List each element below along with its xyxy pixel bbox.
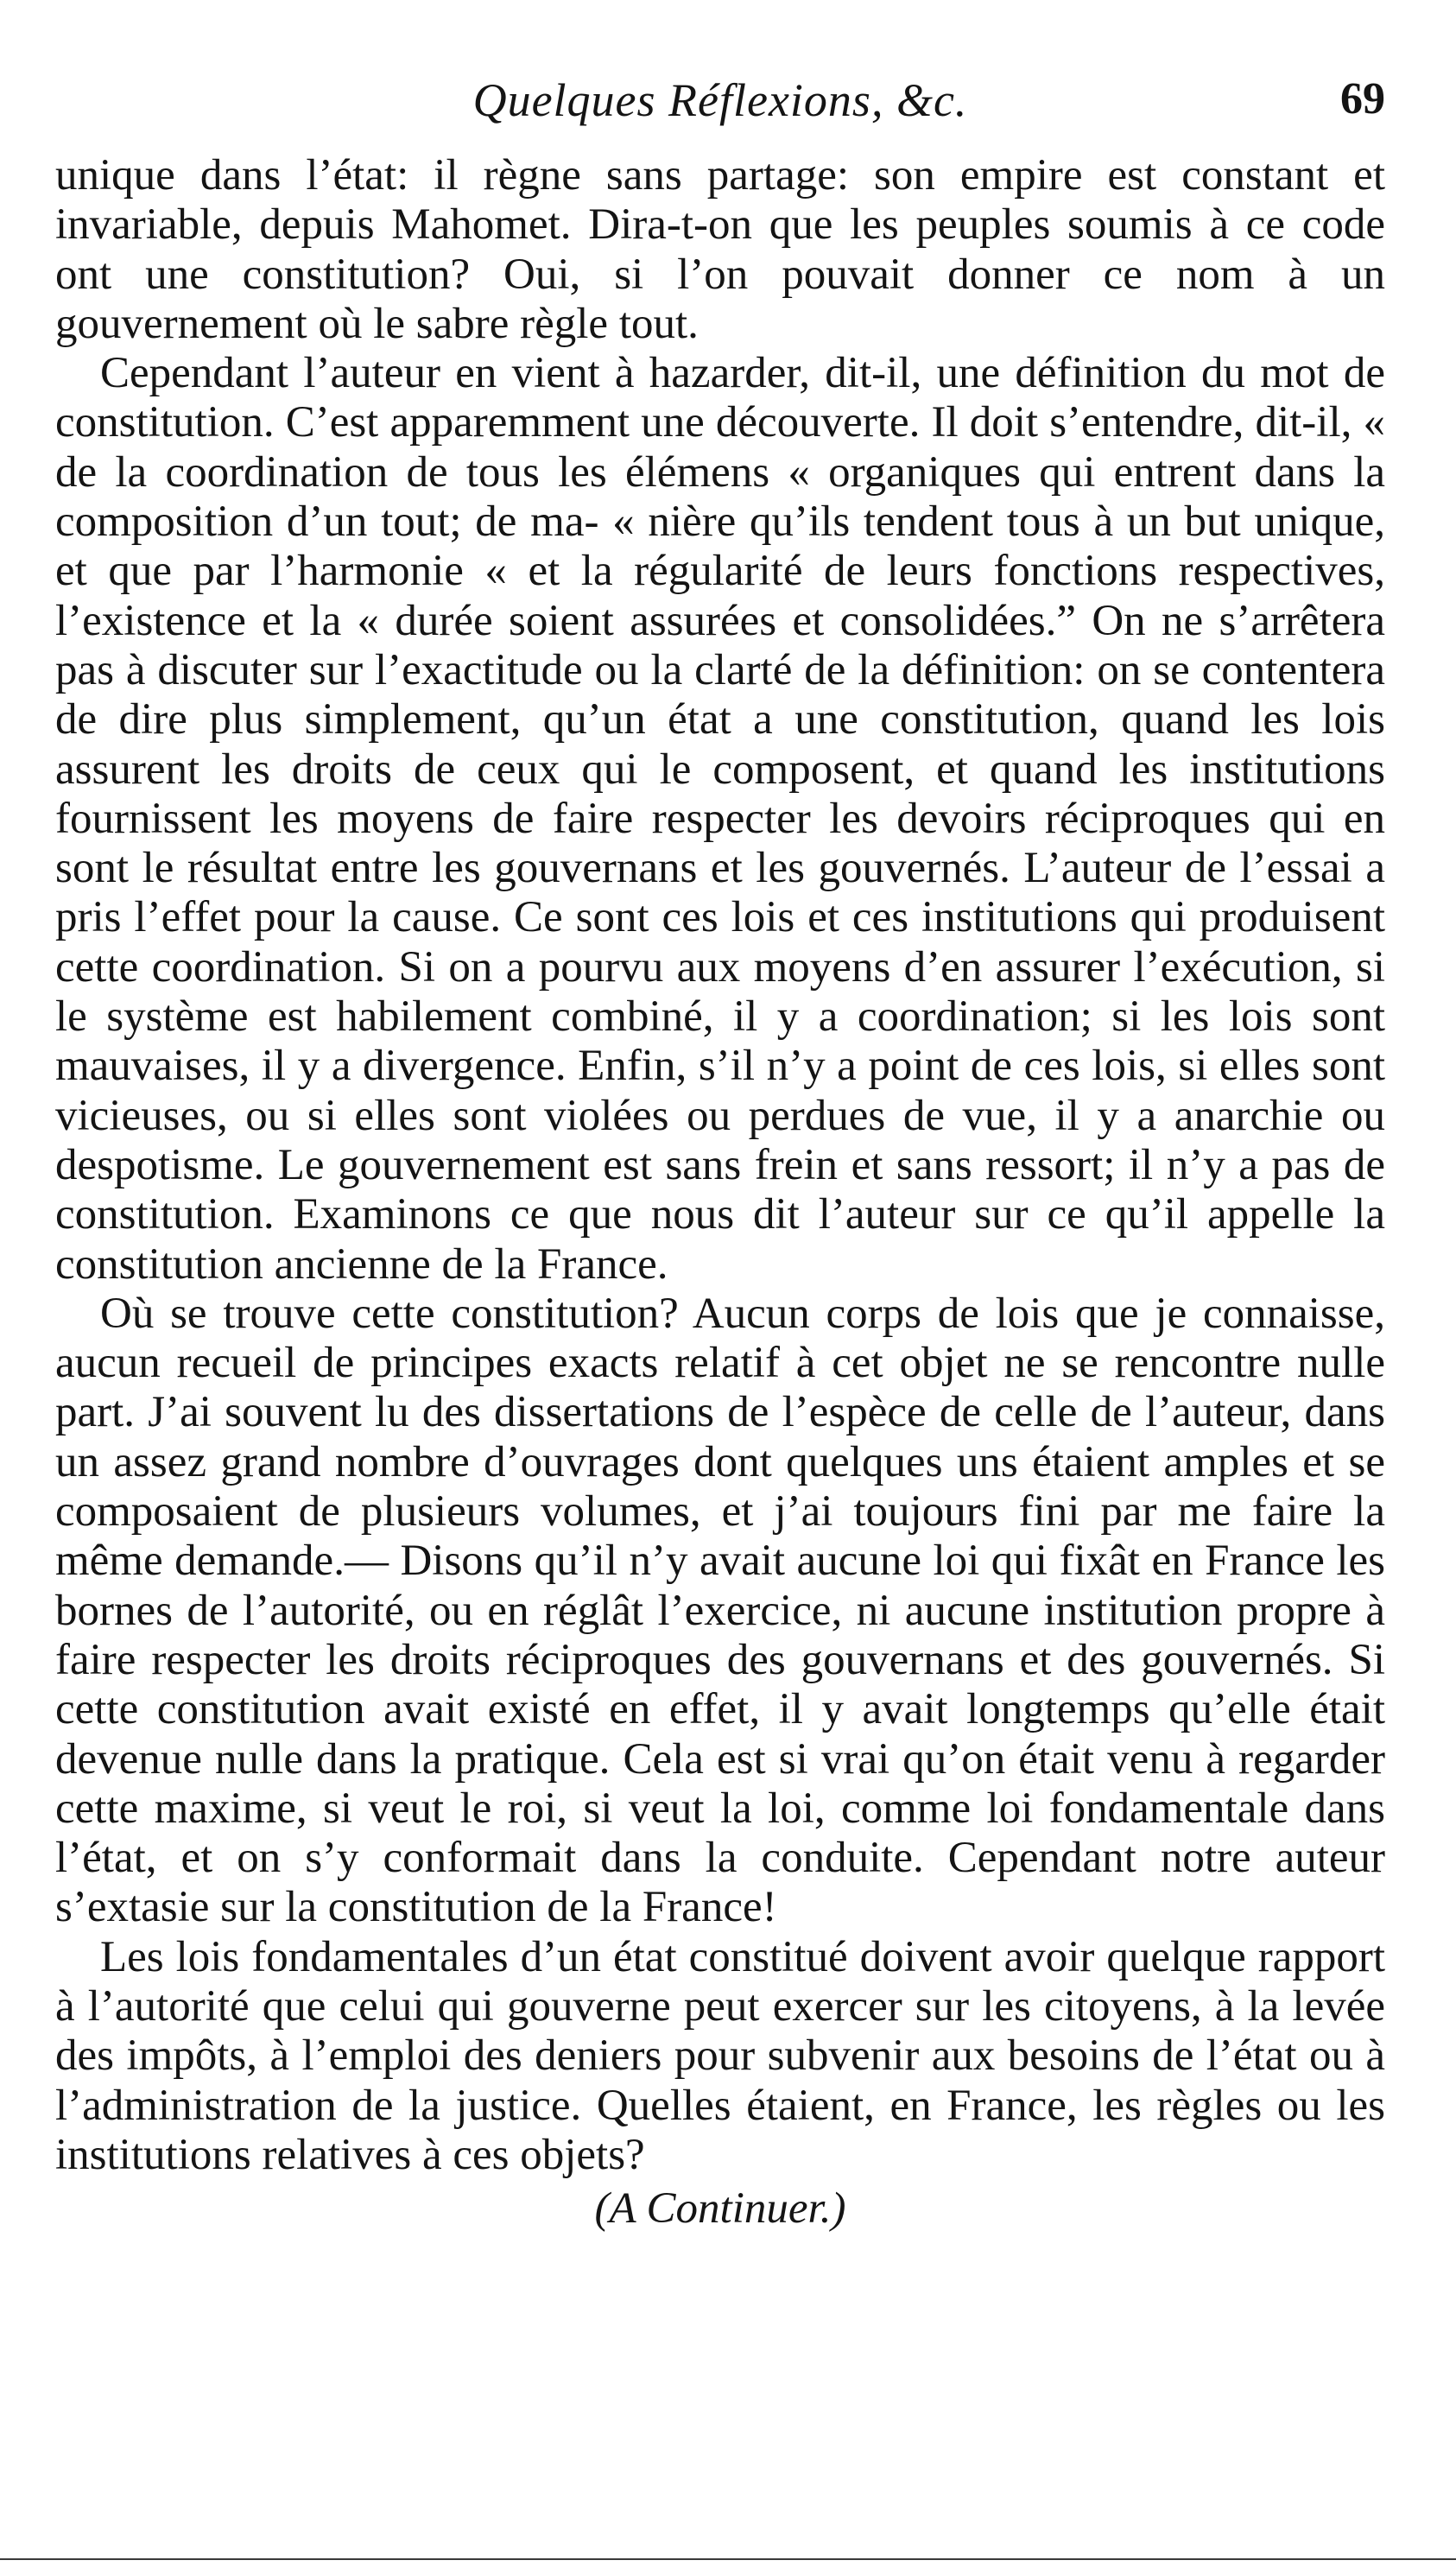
paragraph-4: Les lois fondamentales d’un état constitué doivent avoir quelque rapport à l’autorité que celui qui gouverne peut exercer sur les citoyens, à la levée des impôts, à l’emploi des deniers pour subvenir aux besoins de l’état ou à l’administration de la justice. Quelles étaient, en France, les règles ou les institutions relatives à ces objets? (55, 1932, 1385, 2179)
running-title: Quelques Réflexions, &c. (472, 74, 968, 126)
paragraph-3: Où se trouve cette constitution? Aucun corps de lois que je connaisse, aucun recueil de principes exacts relatif à cet objet ne se rencontre nulle part. J’ai souvent lu des dissertations de l’espèce de celle de l’auteur, dans un assez grand nombre d’ouvrages dont quelques uns étaient amples et se composaient de plusieurs volumes, et j’ai toujours fini par me faire la même demande.— Disons qu’il n’y avait aucune loi qui fixât en France les bornes de l’autorité, ou en réglât l’exercice, ni aucune institution propre à faire respecter les droits réciproques des gouvernans et des gouvernés. Si cette constitution avait existé en effet, il y avait longtemps qu’elle était devenue nulle dans la pratique. Cela est si vrai qu’on était venu à regarder cette maxime, si veut le roi, si veut la loi, comme loi fondamentale dans l’état, et on s’y conformait dans la conduite. Cependant notre auteur s’extasie sur la constitution de la France! (55, 1289, 1385, 1932)
continue-note: (A Continuer.) (594, 2184, 846, 2234)
running-head (55, 73, 1385, 151)
body-text (55, 151, 1385, 2180)
page-number: 69 (1340, 74, 1385, 124)
book-page (55, 73, 1385, 2234)
bottom-rule (0, 2558, 1456, 2560)
paragraph-1: unique dans l’état: il règne sans partage: son empire est constant et invariable, depuis Mahomet. Dira-t-on que les peuples soumis à ce code ont une constitution? Oui, si l’on pouvait donner ce nom à un gouvernement où le sabre règle tout. (55, 151, 1385, 348)
paragraph-2: Cependant l’auteur en vient à hazarder, dit-il, une définition du mot de constitution. C’est apparemment une découverte. Il doit s’entendre, dit-il, « de la coordination de tous les élémens « organiques qui entrent dans la composition d’un tout; de ma- « nière qu’ils tendent tous à un but unique, et que par l’harmonie « et la régularité de leurs fonctions respectives, l’existence et la « durée soient assurées et consolidées.” On ne s’arrêtera pas à discuter sur l’exactitude ou la clarté de la définition: on se contentera de dire plus simplement, qu’un état a une constitution, quand les lois assurent les droits de ceux qui le composent, et quand les institutions fournissent les moyens de faire respecter les devoirs réciproques qui en sont le résultat entre les gouvernans et les gouvernés. L’auteur de l’essai a pris l’effet pour la cause. Ce sont ces lois et ces institutions qui produisent cette coordination. Si on a pourvu aux moyens d’en assurer l’exécution, si le système est habilement combiné, il y a coordination; si les lois sont mauvaises, il y a divergence. Enfin, s’il n’y a point de ces lois, si elles sont vicieuses, ou si elles sont violées ou perdues de vue, il y a anarchie ou despotisme. Le gouvernement est sans frein et sans ressort; il n’y a pas de constitution. Examinons ce que nous dit l’auteur sur ce qu’il appelle la constitution ancienne de la France. (55, 349, 1385, 1289)
